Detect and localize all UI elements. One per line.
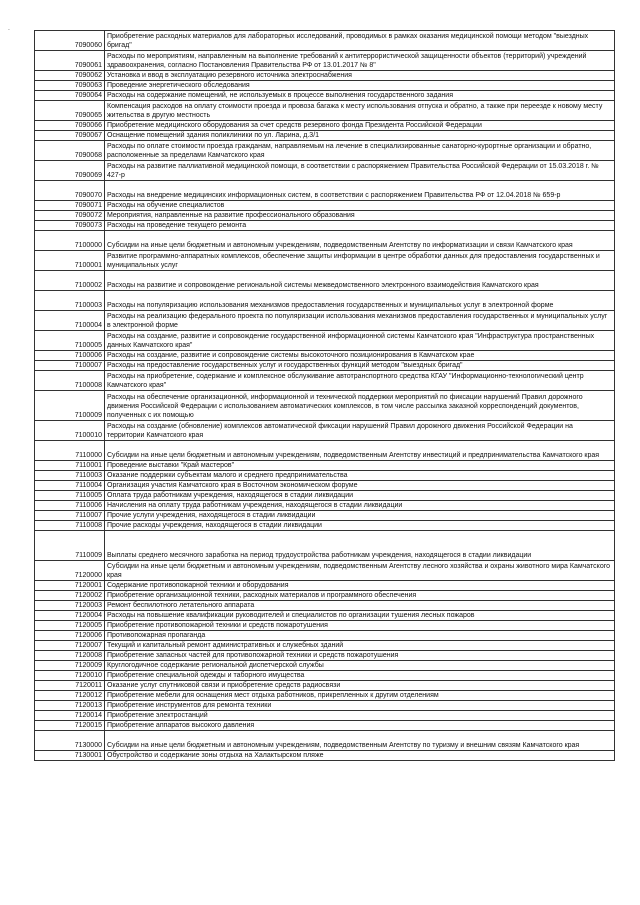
page-mark: ` (8, 30, 10, 36)
row-code: 7100009 (35, 391, 105, 421)
budget-code-table (34, 30, 615, 761)
table-row (35, 81, 615, 91)
row-code: 7120010 (35, 671, 105, 681)
row-description: Расходы по мероприятиям, направленным на выполнение требований к антитеррористической защищенности объектов (территорий) учреждений здравоохранения, согласно Постановления Правительства РФ от 13.01.2017 № 8" (105, 51, 615, 71)
row-code: 7120001 (35, 581, 105, 591)
row-description: Расходы на развитие и сопровождение региональной системы межведомственного электронного взаимодействия Камчатского края (105, 271, 615, 291)
table-row (35, 521, 615, 531)
row-code: 7110001 (35, 461, 105, 471)
row-description: Оплата труда работникам учреждения, находящегося в стадии ликвидации (105, 491, 615, 501)
row-code: 7090072 (35, 211, 105, 221)
table-row (35, 311, 615, 331)
table-row (35, 141, 615, 161)
table-row (35, 751, 615, 761)
row-code: 7100008 (35, 371, 105, 391)
row-description: Установка и ввод в эксплуатацию резервного источника электроснабжения (105, 71, 615, 81)
table-row (35, 391, 615, 421)
row-code: 7110008 (35, 521, 105, 531)
row-description: Расходы на проведение текущего ремонта (105, 221, 615, 231)
row-description: Оснащение помещений здания поликлиники по ул. Ларина, д.3/1 (105, 131, 615, 141)
row-code: 7120011 (35, 681, 105, 691)
table-row (35, 161, 615, 181)
table-row (35, 581, 615, 591)
row-code: 7110000 (35, 441, 105, 461)
table-row (35, 561, 615, 581)
row-description: Приобретение противопожарной техники и средств пожаротушения (105, 621, 615, 631)
row-code: 7100005 (35, 331, 105, 351)
table-row (35, 91, 615, 101)
table-row (35, 211, 615, 221)
row-code: 7110005 (35, 491, 105, 501)
row-description: Развитие программно-аппаратных комплексов, обеспечение защиты информации в центре обработки данных для предоставления государственных и муниципальных услуг (105, 251, 615, 271)
row-description: Выплаты среднего месячного заработка на период трудоустройства работникам учреждения, находящегося в стадии ликвидации (105, 531, 615, 561)
row-description: Приобретение запасных частей для противопожарной техники и средств пожаротушения (105, 651, 615, 661)
row-code: 7110004 (35, 481, 105, 491)
table-row (35, 331, 615, 351)
row-description: Ремонт беспилотного летательного аппарата (105, 601, 615, 611)
table-row (35, 681, 615, 691)
row-code: 7090063 (35, 81, 105, 91)
row-description: Организация участия Камчатского края в Восточном экономическом форуме (105, 481, 615, 491)
table-row (35, 481, 615, 491)
row-code: 7120008 (35, 651, 105, 661)
table-row (35, 371, 615, 391)
row-description: Расходы на повышение квалификации руководителей и специалистов по организации тушения лесных пожаров (105, 611, 615, 621)
row-code: 7100003 (35, 291, 105, 311)
row-code: 7130000 (35, 731, 105, 751)
row-description: Расходы на создание (обновление) комплексов автоматической фиксации нарушений Правил дорожного движения Российской Федерации на территории Камчатского края (105, 421, 615, 441)
row-description: Расходы на содержание помещений, не используемых в процессе выполнения государственного задания (105, 91, 615, 101)
table-row (35, 661, 615, 671)
row-code: 7100010 (35, 421, 105, 441)
table-row (35, 51, 615, 71)
row-code: 7090071 (35, 201, 105, 211)
row-code: 7120000 (35, 561, 105, 581)
table-row (35, 591, 615, 601)
row-description: Приобретение аппаратов высокого давления (105, 721, 615, 731)
row-description: Приобретение организационной техники, расходных материалов и программного обеспечения (105, 591, 615, 601)
row-code: 7120003 (35, 601, 105, 611)
row-description: Расходы на реализацию федерального проекта по популяризации использования механизмов предоставления государственных и муниципальных услуг в электронной форме (105, 311, 615, 331)
row-code: 7090064 (35, 91, 105, 101)
row-description: Приобретение инструментов для ремонта техники (105, 701, 615, 711)
row-description: Мероприятия, направленные на развитие профессионального образования (105, 211, 615, 221)
row-code: 7090066 (35, 121, 105, 131)
row-description: Расходы на создание, развитие и сопровождение системы высокоточного позиционирования в Камчатском крае (105, 351, 615, 361)
row-description: Компенсация расходов на оплату стоимости проезда и провоза багажа к месту использования отпуска и обратно, а также при переезде к новому месту жительства в другую местность (105, 101, 615, 121)
row-code: 7100002 (35, 271, 105, 291)
row-description: Прочие расходы учреждения, находящегося в стадии ликвидации (105, 521, 615, 531)
row-code: 7090065 (35, 101, 105, 121)
table-row (35, 221, 615, 231)
row-code: 7090069 (35, 161, 105, 181)
row-description: Расходы на развитие паллиативной медицинской помощи, в соответствии с распоряжением Правительства Российской Федерации от 15.03.2018 г. № 427-р (105, 161, 615, 181)
row-description: Расходы по оплате стоимости проезда гражданам, направляемым на лечение в специализированные санаторно-курортные организации и обратно, расположенные за пределами Камчатского края (105, 141, 615, 161)
row-description: Оказание услуг спутниковой связи и приобретение средств радиосвязи (105, 681, 615, 691)
row-code: 7120012 (35, 691, 105, 701)
row-description: Проведение энергетического обследования (105, 81, 615, 91)
row-description: Приобретение специальной одежды и таборного имущества (105, 671, 615, 681)
row-code: 7110007 (35, 511, 105, 521)
row-code: 7110006 (35, 501, 105, 511)
row-description: Прочие услуги учреждения, находящегося в стадии ликвидации (105, 511, 615, 521)
row-code: 7090070 (35, 181, 105, 201)
row-description: Приобретение мебели для оснащения мест отдыха работников, прикрепленных к другим отделениям (105, 691, 615, 701)
row-description: Текущий и капитальный ремонт административных и служебных зданий (105, 641, 615, 651)
row-code: 7120002 (35, 591, 105, 601)
row-description: Оказание поддержки субъектам малого и среднего предпринимательства (105, 471, 615, 481)
row-code: 7090073 (35, 221, 105, 231)
table-row (35, 31, 615, 51)
row-description: Приобретение электростанций (105, 711, 615, 721)
table-row (35, 721, 615, 731)
table-row (35, 651, 615, 661)
row-description: Субсидии на иные цели бюджетным и автономным учреждениям, подведомственным Агентству инвестиций и предпринимательства Камчатского края (105, 441, 615, 461)
row-description: Расходы на обеспечение организационной, информационной и технической поддержки мероприятий по фиксации нарушений Правил дорожного движения Российской Федерации с использованием автоматических комплексов, в том числе рассылка заказной корреспонденций документов, полученных с их помощью (105, 391, 615, 421)
table-row (35, 641, 615, 651)
table-row (35, 121, 615, 131)
row-description: Субсидии на иные цели бюджетным и автономным учреждениям, подведомственным Агентству по информатизации и связи Камчатского края (105, 231, 615, 251)
row-description: Круглогодичное содержание региональной диспетчерской службы (105, 661, 615, 671)
row-description: Субсидии на иные цели бюджетным и автономным учреждениям, подведомственным Агентству лесного хозяйства и охраны животного мира Камчатского края (105, 561, 615, 581)
table-row (35, 511, 615, 521)
table-row (35, 131, 615, 141)
row-description: Начисления на оплату труда работникам учреждения, находящегося в стадии ликвидации (105, 501, 615, 511)
row-description: Обустройство и содержание зоны отдыха на Халактырском пляже (105, 751, 615, 761)
row-code: 7120006 (35, 631, 105, 641)
row-code: 7120009 (35, 661, 105, 671)
row-code: 7090068 (35, 141, 105, 161)
table-row (35, 71, 615, 81)
table-row (35, 421, 615, 441)
table-row (35, 671, 615, 681)
row-code: 7120014 (35, 711, 105, 721)
table-row (35, 471, 615, 481)
row-code: 7090067 (35, 131, 105, 141)
row-code: 7090061 (35, 51, 105, 71)
row-description: Расходы на внедрение медицинских информационных систем, в соответствии с распоряжением Правительства РФ от 12.04.2018 № 659-р (105, 181, 615, 201)
row-code: 7120005 (35, 621, 105, 631)
row-description: Приобретение медицинского оборудования за счет средств резервного фонда Президента Российской Федерации (105, 121, 615, 131)
row-description: Противопожарная пропаганда (105, 631, 615, 641)
table-row (35, 711, 615, 721)
table-row (35, 291, 615, 311)
table-row (35, 631, 615, 641)
row-code: 7110003 (35, 471, 105, 481)
table-row (35, 491, 615, 501)
row-code: 7100006 (35, 351, 105, 361)
row-code: 7090062 (35, 71, 105, 81)
row-code: 7120015 (35, 721, 105, 731)
table-row (35, 201, 615, 211)
row-code: 7130001 (35, 751, 105, 761)
row-code: 7100000 (35, 231, 105, 251)
table-row (35, 461, 615, 471)
table-row (35, 531, 615, 561)
table-row (35, 611, 615, 621)
row-code: 7120013 (35, 701, 105, 711)
row-code: 7100001 (35, 251, 105, 271)
row-code: 7120007 (35, 641, 105, 651)
row-description: Расходы на предоставление государственных услуг и государственных функций методом "выездных бригад" (105, 361, 615, 371)
table-row (35, 351, 615, 361)
table-row (35, 731, 615, 751)
row-description: Содержание противопожарной техники и оборудования (105, 581, 615, 591)
table-body (35, 31, 615, 761)
row-description: Расходы на создание, развитие и сопровождение государственной информационной системы Камчатского края "Инфраструктура пространственных данных Камчатского края" (105, 331, 615, 351)
table-row (35, 101, 615, 121)
row-description: Расходы на популяризацию использования механизмов предоставления государственных и муниципальных услуг в электронной форме (105, 291, 615, 311)
table-row (35, 501, 615, 511)
row-description: Субсидии на иные цели бюджетным и автономным учреждениям, подведомственным Агентству по туризму и внешним связям Камчатского края (105, 731, 615, 751)
table-row (35, 271, 615, 291)
table-row (35, 441, 615, 461)
row-code: 7100007 (35, 361, 105, 371)
table-row (35, 691, 615, 701)
table-row (35, 701, 615, 711)
table-row (35, 231, 615, 251)
row-description: Приобретение расходных материалов для лабораторных исследований, проводимых в рамках оказания медицинской помощи методом "выездных бригад" (105, 31, 615, 51)
table-row (35, 181, 615, 201)
row-code: 7090060 (35, 31, 105, 51)
table-row (35, 251, 615, 271)
row-description: Расходы на приобретение, содержание и комплексное обслуживание автотранспортного средства КГАУ "Информационно-технологический центр Камчатского края" (105, 371, 615, 391)
table-row (35, 361, 615, 371)
row-code: 7100004 (35, 311, 105, 331)
table-row (35, 621, 615, 631)
row-code: 7120004 (35, 611, 105, 621)
row-code: 7110009 (35, 531, 105, 561)
row-description: Проведение выставки "Край мастеров" (105, 461, 615, 471)
row-description: Расходы на обучение специалистов (105, 201, 615, 211)
table-row (35, 601, 615, 611)
